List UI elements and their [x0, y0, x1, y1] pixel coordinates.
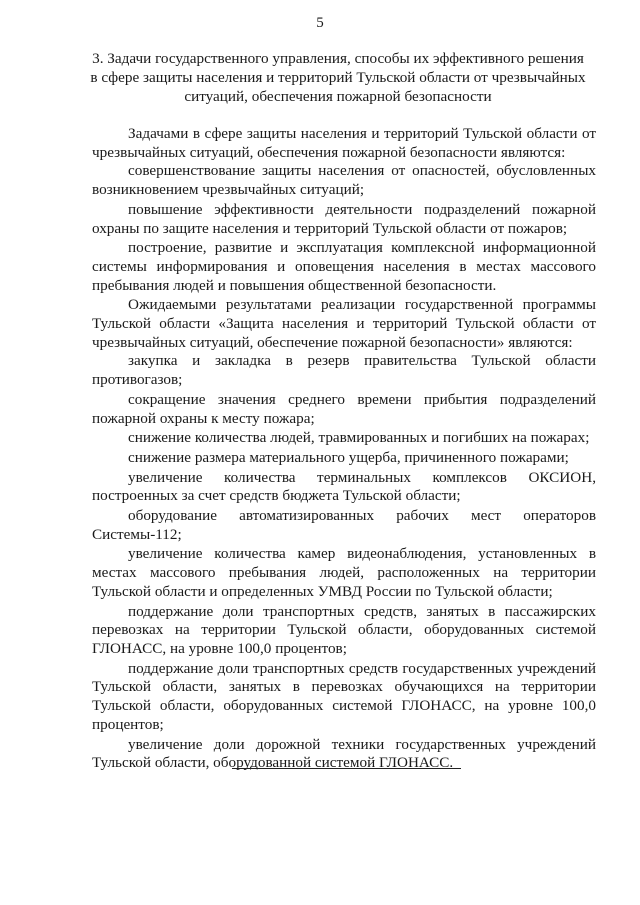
list-item: поддержание доли транспортных средств, занятых в пассажирских перевозках на территории Тульской области, оборудованных системой ГЛОНАСС, на уровне 100,0 процентов; — [92, 602, 596, 657]
list-item: увеличение количества терминальных комплексов ОКСИОН, построенных за счет средств бюджета Тульской области; — [92, 468, 596, 505]
paragraph-results-intro: Ожидаемыми результатами реализации государственной программы Тульской области «Защита населения и территорий Тульской области от чрезвычайных ситуаций, обеспечение пожарной безопасности» являются: — [92, 296, 596, 351]
list-item: совершенствование защиты населения от опасностей, обусловленных возникновением чрезвычайных ситуаций; — [92, 162, 596, 199]
list-item: построение, развитие и эксплуатация комплексной информационной системы информирования и оповещения населения в местах массового пребывания людей и повышения общественной безопасности. — [92, 239, 596, 294]
list-item: оборудование автоматизированных рабочих мест операторов Системы-112; — [92, 507, 596, 543]
section-heading: 3. Задачи государственного управления, способы их эффективного решения в сфере защиты населения и территорий Тульской области от чрезвычайных ситуаций, обеспечения пожарной безопасности — [90, 50, 586, 105]
end-divider — [232, 768, 461, 769]
list-item: снижение размера материального ущерба, причиненного пожарами; — [128, 448, 569, 466]
list-item: увеличение количества камер видеонаблюдения, установленных в местах массового пребывания людей, расположенных на территории Тульской области и определенных УМВД России по Тульской области; — [92, 545, 596, 600]
page-number: 5 — [316, 15, 324, 31]
list-item: увеличение доли дорожной техники государственных учреждений Тульской области, оборудованной системой ГЛОНАСС. — [92, 735, 596, 772]
document-body — [92, 125, 596, 774]
list-item: повышение эффективности деятельности подразделений пожарной охраны по защите населения и территорий Тульской области от пожаров; — [92, 200, 596, 237]
paragraph-intro: Задачами в сфере защиты населения и территорий Тульской области от чрезвычайных ситуаций, обеспечения пожарной безопасности являются: — [92, 125, 596, 161]
list-item: поддержание доли транспортных средств государственных учреждений Тульской области, занятых в перевозках обучающихся на территории Тульской области, оборудованных системой ГЛОНАСС, на уровне 100,0 процентов; — [92, 659, 596, 733]
list-item: закупка и закладка в резерв правительства Тульской области противогазов; — [92, 352, 596, 389]
list-item: снижение количества людей, травмированных и погибших на пожарах; — [128, 429, 590, 447]
list-item: сокращение значения среднего времени прибытия подразделений пожарной охраны к месту пожара; — [92, 390, 596, 427]
